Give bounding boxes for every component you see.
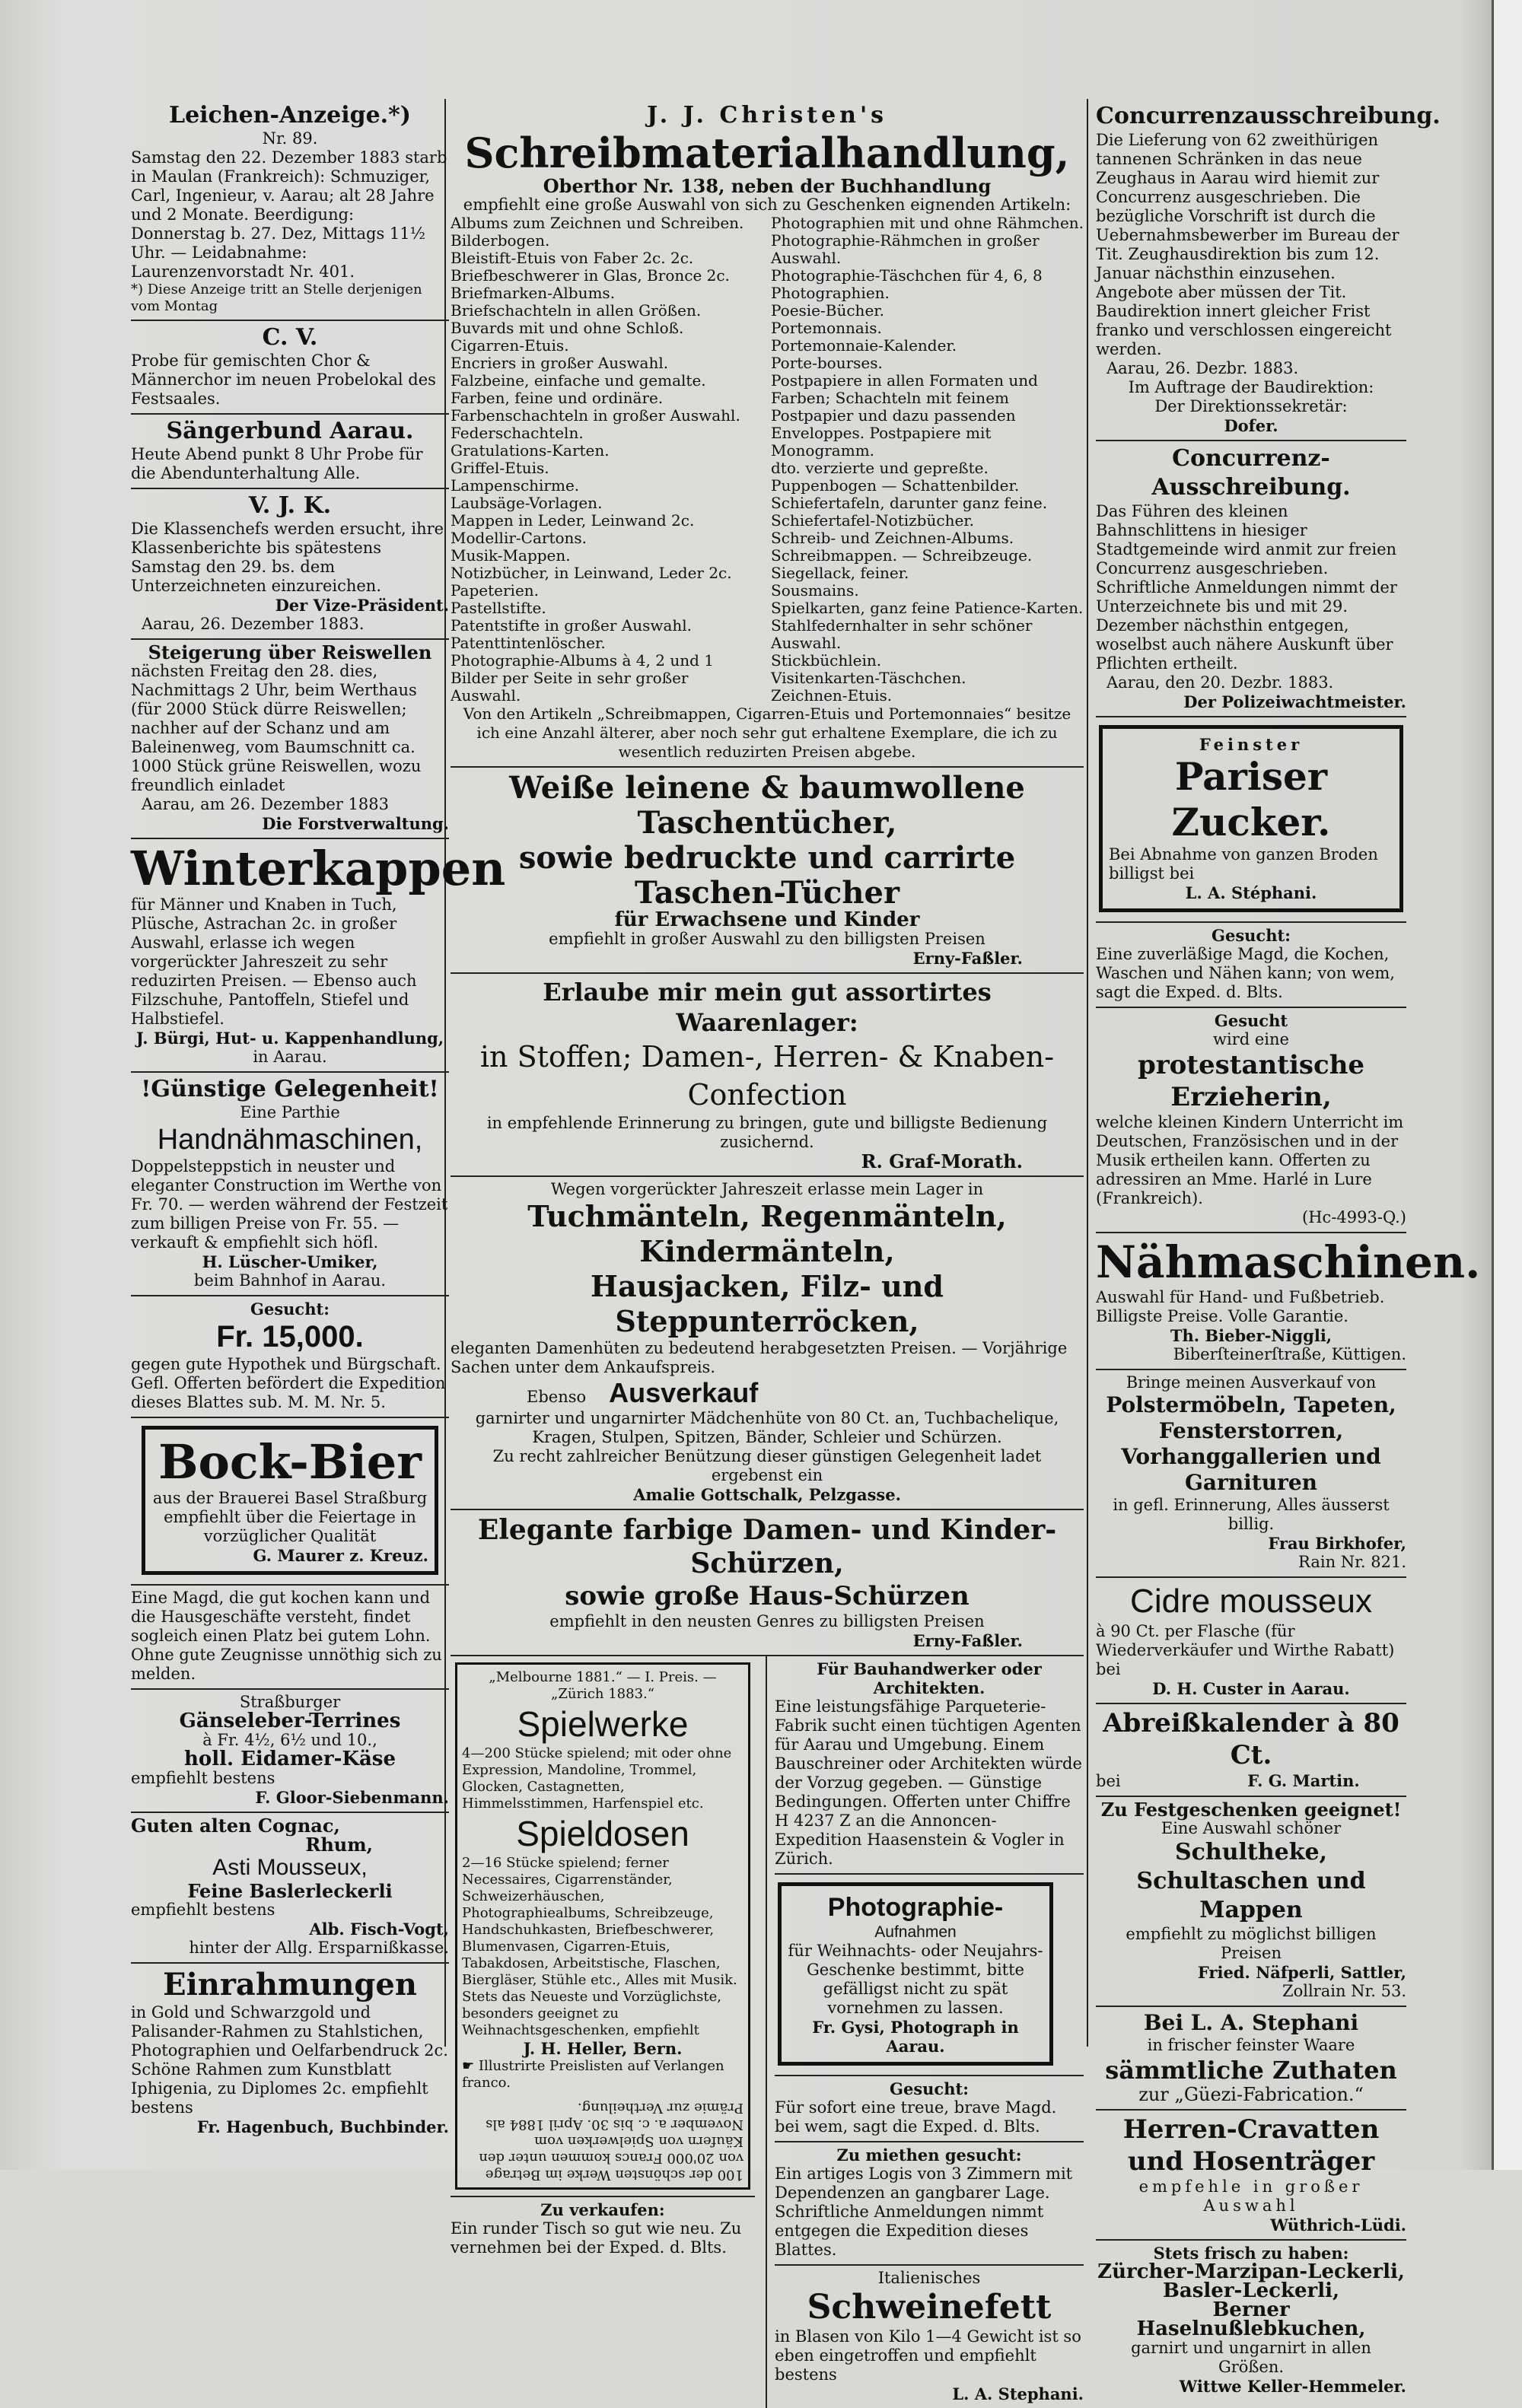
ad-headline: in Stoffen; Damen-, Herren- & Knaben-Confection [479, 1040, 1055, 1112]
ad-text: empfehle in großer Auswahl [1138, 2177, 1364, 2215]
ad-title: Schreibmaterialhandlung, [464, 129, 1070, 177]
ad-title: Bock-Bier [158, 1434, 422, 1490]
ad-signature: Th. Bieber-Niggli, [1170, 1326, 1333, 1345]
ad-magd [131, 1586, 449, 1690]
ad-signature: D. H. Custer in Aarau. [1152, 1679, 1350, 1698]
ad-text: empfiehlt eine große Auswahl von sich zu Geschenken eignenden Artikeln: [463, 196, 1071, 214]
ad-text: empfiehlt bestens [131, 1769, 275, 1787]
ad-title: Bei L. A. Stephani [1143, 2010, 1359, 2035]
ad-text: à 90 Ct. per Flasche (für Wiederverkäufer und Wirthe Rabatt) bei [1096, 1622, 1395, 1678]
ad-saengerbund [131, 415, 449, 489]
ad-text: garnirt und ungarnirt in allen Größen. [1131, 2339, 1371, 2376]
ad-stephani [1096, 2007, 1406, 2111]
ad-text: Eine leistungsfähige Parqueterie-Fabrik sucht einen tüchtigen Agenten für Aarau und Umgebung. Einem Bauschreiner oder Architekten würde der Vorzug gegeben. — Günstige Bedingungen. Offerten unter Chiffre H 4237 Z an die Annoncen-Expedition Haasenstein & Vogler in Zürich. [775, 1697, 1082, 1868]
pointing-hand-icon: ☛ [462, 2058, 475, 2074]
ad-headline: Handnähmaschinen, [157, 1124, 423, 1156]
list-item: Bleistift-Etuis von Faber 2c. 2c. [451, 249, 694, 267]
ad-title: Nähmaschinen. [1096, 1236, 1481, 1288]
list-item: Schreibmappen. — Schreibzeuge. [771, 546, 1033, 565]
ad-text: Die Lieferung von 62 zweithürigen tannenen Schränken in das neue Zeughaus in Aarau wird hiemit zur Concurrenz ausgeschrieben. Die bezügliche Vorschrift ist durch die Uebernahmsbewerber im Bureau der Tit. Zeughausdirektion bis zum 12. Januar nächsthin einzusehen. Angebote aber müssen der Tit. Baudirektion innert gleicher Frist franko und verschlossen eingereicht werden. [1096, 131, 1399, 358]
ad-signature: Alb. Fisch-Vogt, [309, 1920, 449, 1939]
ad-line: Rhum, [305, 1834, 373, 1856]
list-item: Musik-Mappen. [451, 546, 571, 565]
ad-text [462, 2058, 743, 2091]
ad-title: Pariser Zucker. [1171, 754, 1331, 845]
ad-title: Elegante farbige Damen- und Kinder-Schürzen, [477, 1514, 1057, 1579]
ad-text: in Gold und Schwarzgold und Palisander-Rahmen zu Stahlstichen, Photographien und Oelfarbendruck 2c. Schöne Rahmen zum Kunstblatt Iphigenia, zu Diplomes 2c. empfiehlt bestens [131, 2003, 448, 2117]
ad-text: Wegen vorgerückter Jahreszeit erlasse mein Lager in [550, 1180, 984, 1198]
ad-abreisskalender [1096, 1704, 1406, 1797]
ad-signature: Die Forstverwaltung. [262, 814, 449, 833]
list-item: dto. verzierte und gepreßte. [771, 459, 989, 477]
ad-title: Weiße leinene & baumwollene Taschentücher, [509, 770, 1025, 841]
column-rule [1087, 99, 1088, 2047]
ad-line: Berner Haselnußlebkuchen, [1136, 2298, 1366, 2340]
ad-headline: protestantische Erzieherin, [1137, 1050, 1365, 1112]
ad-text: Bei Abnahme von ganzen Broden billigst bei [1109, 845, 1378, 883]
ad-title: und Hosenträger [1127, 2146, 1375, 2177]
ad-signature: R. Graf-Morath. [861, 1150, 1023, 1172]
list-item: Federschachteln. [451, 424, 584, 442]
ad-subtitle: für Erwachsene und Kinder [614, 908, 920, 931]
ad-schuerzen [451, 1510, 1084, 1656]
ad-text: bei [1096, 1772, 1121, 1790]
ad-location: beim Bahnhof in Aarau. [193, 1271, 387, 1290]
ad-title: Zu verkaufen: [540, 2200, 665, 2219]
list-item: Notizbücher, in Leinwand, Leder 2c. [451, 564, 732, 582]
ad-signature: Der Vize-Präsident. [275, 596, 449, 615]
ad-text: Probe für gemischten Chor & Männerchor im neuen Probelokal des Festsaales. [131, 351, 436, 408]
ad-title: Photographie- [827, 1893, 1004, 1922]
list-item: Stahlfedernhalter in sehr schöner Auswahl. [771, 616, 1033, 652]
ad-text: gegen gute Hypothek und Bürgschaft. Gefl. Offerten befördert die Expedition dieses Blattes sub. M. M. Nr. 5. [131, 1355, 446, 1411]
ad-date: Aarau, 26. Dezember 1883. [142, 615, 365, 633]
page-edge [1492, 0, 1522, 2170]
ad-title: Herren-Cravatten [1122, 2114, 1380, 2145]
ad-location: Rain Nr. 821. [1298, 1553, 1406, 1571]
list-item: Puppenbogen — Schattenbilder. [771, 476, 1020, 495]
list-item: Siegellack, feiner. [771, 564, 909, 582]
ad-headline: Schultheke, Schultaschen und Mappen [1136, 1839, 1366, 1923]
list-item: Photographien mit und ohne Rähmchen. [771, 214, 1084, 232]
ad-gottschalk [451, 1177, 1084, 1510]
ad-title: Sängerbund Aarau. [166, 418, 414, 444]
ad-text: Heute Abend punkt 8 Uhr Probe für die Abendunterhaltung Alle. [131, 445, 423, 482]
ad-subtitle: holl. Eidamer-Käse [184, 1748, 396, 1770]
ad-gesucht [131, 1296, 449, 1418]
ad-einrahmungen [131, 1964, 449, 2141]
ad-signature: G. Maurer z. Kreuz. [253, 1546, 428, 1565]
list-item: Photographie-Rähmchen in großer Auswahl. [771, 231, 1040, 267]
ad-line: Zürcher-Marzipan-Leckerli, [1097, 2260, 1405, 2283]
ad-text: in gefl. Erinnerung, Alles äusserst billig. [1113, 1496, 1390, 1533]
ad-subtitle: Aufnahmen [874, 1923, 957, 1941]
ad-text: eleganten Damenhüten zu bedeutend herabgesetzten Preisen. — Vorjährige Sachen unter dem Ankaufspreis. [451, 1339, 1068, 1376]
ad-concurrenz-1 [1096, 99, 1441, 441]
list-item: Porte-bourses. [771, 354, 883, 372]
bottom-ads [451, 1656, 1084, 2408]
ad-title: C. V. [262, 324, 318, 351]
ad-title: Winterkappen [131, 841, 506, 896]
ad-heller [451, 1656, 755, 2408]
ad-headline: Ausverkauf [609, 1377, 759, 1408]
list-item: Bilderbogen. [451, 231, 550, 250]
list-item: Photographie-Täschchen für 4, 6, 8 Photographien. [771, 266, 1043, 302]
list-item: Schiefertafeln, darunter ganz feine. [771, 494, 1048, 512]
list-item: Schiefertafel-Notizbücher. [771, 511, 975, 530]
ad-title: Cidre mousseux [1130, 1583, 1372, 1620]
ad-text: welche kleinen Kindern Unterricht im Deutschen, Französischen und in der Musik ertheilen kann. Offerten zu adressiren an Mme. Harlé in Lure (Frankreich). [1096, 1113, 1404, 1207]
ad-zucker [1096, 717, 1406, 923]
ad-price-note: Illustrirte Preislisten auf Verlangen franco. [462, 2058, 724, 2091]
ad-title: V. J. K. [248, 492, 332, 519]
ad-subtitle: Eine Parthie [240, 1103, 340, 1121]
ad-text: für Männer und Knaben in Tuch, Plüsche, Astrachan 2c. in großer Auswahl, erlasse ich wegen vorgerückter Jahreszeit zu sehr reduzirten Preisen. — Ebenso auch Filzschuhe, Pantoffeln, Stiefel und Halbstiefel. [131, 895, 417, 1028]
ad-title: Leichen-Anzeige.*) [168, 102, 411, 129]
list-item: Papeterien. [451, 581, 540, 600]
ad-award: „Melbourne 1881.“ — I. Preis. — [489, 1669, 717, 1685]
ad-title: Gesucht: [890, 2079, 969, 2098]
ad-signature: J. H. Heller, Bern. [523, 2039, 683, 2058]
ad-gaenseleber [131, 1690, 449, 1813]
column-2 [451, 99, 1084, 2408]
ad-signature: Der Polizeiwachtmeister. [1183, 692, 1406, 711]
ad-code: (Hc-4993-Q.) [1302, 1208, 1406, 1226]
ad-birkhofer [1096, 1370, 1406, 1578]
ad-text: 4—200 Stücke spielend; mit oder ohne Expression, Mandoline, Trommel, Glocken, Castagnetten, Himmelsstimmen, Harfenspiel etc. [462, 1745, 732, 1812]
ad-date: Aarau, den 20. Dezbr. 1883. [1106, 673, 1334, 692]
ad-date: Aarau, 26. Dezbr. 1883. [1106, 359, 1299, 377]
ad-signature: Wüthrich-Lüdi. [1270, 2216, 1406, 2235]
ad-title: Schweinefett [807, 2288, 1052, 2327]
ad-text: Eine Magd, die gut kochen kann und die Hausgeschäfte versteht, findet sogleich einen Platz bei gutem Lohn. Ohne gute Zeugnisse unnöthig sich zu melden. [131, 1589, 442, 1683]
ad-location: Zollrain Nr. 53. [1282, 1982, 1406, 2000]
ad-signature: F. G. Martin. [1247, 1771, 1360, 1790]
list-item: Cigarren-Etuis. [451, 336, 569, 355]
ad-title: Einrahmungen [163, 1967, 417, 2002]
ad-title: sowie bedruckte und carrirte Taschen-Tücher [518, 840, 1016, 911]
ad-erzieherin [1096, 1008, 1406, 1233]
list-item: Zeichnen-Etuis. [771, 686, 893, 705]
ad-text: Der Direktionssekretär: [1154, 397, 1348, 415]
ad-text: empfiehlt zu möglichst billigen Preisen [1126, 1925, 1377, 1962]
ad-text: empfiehlt bestens [131, 1901, 275, 1919]
ad-concurrenz-2 [1096, 441, 1406, 717]
ad-gesucht2 [775, 2076, 1084, 2142]
ad-signature: Fr. Hagenbuch, Buchbinder. [196, 2117, 449, 2136]
ad-text: Bringe meinen Ausverkauf von [1126, 1373, 1377, 1392]
list-item: Modellir-Cartons. [451, 529, 587, 547]
ad-title: Concurrenzausschreibung. [1096, 103, 1441, 129]
list-item: Briefbeschwerer in Glas, Bronce 2c. [451, 266, 730, 285]
ad-text: in Blasen von Kilo 1—4 Gewicht ist so eben eingetroffen und empfiehlt bestens [775, 2327, 1081, 2384]
ad-location: hinter der Allg. Ersparnißkasse. [189, 1939, 449, 1957]
ad-date: Aarau, am 26. Dezember 1883 [142, 795, 389, 813]
ad-signature: Fr. Gysi, Photograph in Aarau. [812, 2018, 1019, 2056]
ad-flipped-text: 100 der schönsten Werke im Betrage von 20'000 Francs kommen unter den Käufern von Spielwerken vom November a. c. bis 30. April 1884 als Prämie zur Vertheilung. [479, 2100, 743, 2183]
list-item: Pastellstifte. [451, 599, 546, 617]
list-item: Farben, feine und ordinäre. [451, 389, 664, 407]
ad-text: Das Führen des kleinen Bahnschlittens in hiesiger Stadtgemeinde wird anmit zur freien Concurrenz ausgeschrieben. Schriftliche Anmeldungen nimmt der Unterzeichnete bis und mit 29. Dezember nächsthin entgegen, woselbst auch nähere Auskunft über Pflichten ertheilt. [1096, 502, 1397, 673]
item-list-left [451, 215, 763, 705]
ad-text: Samstag den 22. Dezember 1883 starb in Maulan (Frankreich): Schmuziger, Carl, Ingenieur, v. Aarau; alt 28 Jahre und 2 Monate. Beerdigung: Donnerstag b. 27. Dez, Mittags 11½ Uhr. — Leidabnahme: Laurenzenvorstadt Nr. 401. [131, 148, 447, 281]
ad-signature: H. Lüscher-Umiker, [202, 1252, 378, 1271]
ad-location: in Aarau. [253, 1048, 327, 1066]
ad-christen [451, 99, 1084, 768]
list-item: Briefmarken-Albums. [451, 284, 616, 302]
ad-title: sowie große Haus-Schürzen [565, 1581, 970, 1611]
ad-leckerli [1096, 2241, 1406, 2400]
list-item: Buvards mit und ohne Schloß. [451, 319, 684, 337]
list-item: Photographie-Albums à 4, 2 und 1 Bilder per Seite in sehr großer Auswahl. [451, 651, 714, 705]
ad-title: Concurrenz-Ausschreibung. [1151, 445, 1351, 501]
list-item: Gratulations-Karten. [451, 441, 610, 460]
ad-taschentuecher [451, 768, 1084, 974]
ad-title: Für Bauhandwerker oder Architekten. [817, 1659, 1042, 1697]
ad-title: Spieldosen [516, 1814, 689, 1853]
ad-pretitle: Italienisches [877, 2269, 981, 2287]
ad-title: Steigerung über Reiswellen [148, 641, 432, 663]
ad-text: in frischer feinster Waare [1147, 2036, 1355, 2054]
ad-title: Tuchmänteln, Regenmänteln, Kindermänteln, [527, 1199, 1007, 1268]
ad-title: Hausjacken, Filz- und Steppunterröcken, [591, 1269, 944, 1338]
list-item: Briefschachteln in allen Größen. [451, 301, 702, 320]
list-item: Patentstifte in großer Auswahl. [451, 616, 693, 635]
list-item: Portemonnais. [771, 319, 882, 337]
ad-cv [131, 321, 449, 415]
ad-text: garnirter und ungarnirter Mädchenhüte von 80 Ct. an, Tuchbachelique, Kragen, Stulpen, Spitzen, Bänder, Schleier und Schürzen. [475, 1409, 1059, 1446]
ad-title: Erlaube mir mein gut assortirtes Waarenlager: [543, 978, 992, 1037]
ad-title: Zu Festgeschenken geeignet! [1100, 1799, 1402, 1821]
list-item: Mappen in Leder, Leinwand 2c. [451, 511, 695, 530]
ad-title: Guten alten Cognac, [131, 1815, 340, 1837]
ad-location: Biberſteinerſtraße, Küttigen. [1173, 1345, 1406, 1363]
ad-steigerung [131, 640, 449, 839]
ad-line: Asti Mousseux, [212, 1855, 368, 1880]
ad-festgeschenk [1096, 1797, 1406, 2007]
list-item: Lampenschirme. [451, 476, 580, 495]
ad-text: Eine Auswahl schöner [1161, 1819, 1342, 1837]
ad-text: Für sofort eine treue, brave Magd. bei wem, sagt die Exped. d. Blts. [775, 2098, 1057, 2136]
list-item: Albums zum Zeichnen und Schreiben. [451, 214, 744, 232]
list-item: Farbenschachteln in großer Auswahl. [451, 406, 740, 425]
list-item: Encriers in großer Auswahl. [451, 354, 669, 372]
ad-gelegenheit [131, 1073, 449, 1296]
list-item: Patenttintenlöscher. [451, 634, 606, 652]
ad-miethen [775, 2142, 1084, 2266]
ad-note: *) Diese Anzeige tritt an Stelle derjenigen vom Montag [131, 282, 422, 314]
ad-pretitle: wird eine [1213, 1030, 1289, 1048]
list-item: Portemonnaie-Kalender. [771, 336, 957, 355]
ad-naehmaschinen [1096, 1233, 1481, 1370]
ad-signature: J. Bürgi, Hut- u. Kappenhandlung, [135, 1029, 444, 1048]
list-item: Spielkarten, ganz feine Patience-Karten. [771, 599, 1084, 617]
ad-schweinefett [775, 2266, 1084, 2408]
ad-title: Stets frisch zu haben: [1153, 2244, 1349, 2263]
ad-text: Doppelsteppstich in neuster und eleganter Construction im Werthe von Fr. 70. — werden während der Festzeit zum billigen Preise von Fr. 55. — verkauft & empfiehlt sich höfl. [131, 1157, 448, 1252]
ad-text: Eine zuverläßige Magd, die Kochen, Waschen und Nähen kann; von wem, sagt die Exped. d. Blts. [1096, 945, 1395, 1001]
bottom-right-stack [766, 1656, 1084, 2408]
list-item: Visitenkarten-Täschchen. [771, 669, 966, 687]
ad-bockbier [131, 1418, 449, 1586]
ad-photo [775, 1875, 1084, 2076]
ad-signature: Frau Birkhofer, [1268, 1534, 1406, 1553]
ad-cidre [1096, 1578, 1406, 1704]
ad-title: Gänseleber-Terrines [179, 1710, 401, 1732]
list-item: Schreib- und Zeichnen-Albums. [771, 529, 1014, 547]
ad-text: Zu recht zahlreicher Benützung dieser günstigen Gelegenheit ladet ergebenst ein [492, 1447, 1042, 1484]
ad-award: „Zürich 1883.“ [551, 1686, 654, 1702]
ad-text: Ein artiges Logis von 3 Zimmern mit Dependenzen an gangbarer Lage. Schriftliche Anmeldungen nimmt entgegen die Expedition dieses Blattes. [775, 2165, 1073, 2259]
ad-number: Nr. 89. [262, 129, 318, 148]
ad-text: Die Klassenchefs werden ersucht, ihre Klassenberichte bis spätestens Samstag den 29. bs. dem Unterzeichneten einzureichen. [131, 520, 444, 595]
ad-price: à Fr. 4½, 6½ und 10., [202, 1731, 377, 1749]
ad-footer: Von den Artikeln „Schreibmappen, Cigarren-Etuis und Portemonnaies“ besitze ich eine Anzahl älterer, aber noch sehr gut erhaltene Exemplare, die ich zu wesentlich reduzirten Preisen abgebe. [463, 705, 1071, 761]
list-item: Sousmains. [771, 581, 859, 600]
ad-signature: Erny-Faßler. [912, 949, 1023, 968]
ad-signature: L. A. Stéphani. [1185, 883, 1317, 902]
ad-title: Spielwerke [517, 1704, 689, 1744]
ad-text: empfiehlt in den neusten Genres zu billigsten Preisen [549, 1612, 985, 1630]
ad-signature: Dofer. [1224, 416, 1278, 435]
ad-title: Abreißkalender à 80 Ct. [1103, 1708, 1399, 1770]
ad-vjk [131, 489, 449, 640]
ad-title: Zu miethen gesucht: [836, 2146, 1022, 2165]
ad-title: !Günstige Gelegenheit! [141, 1076, 439, 1102]
ad-text: empfiehlt in großer Auswahl zu den billigsten Preisen [549, 930, 985, 948]
ad-bauhandwerker [775, 1656, 1084, 1875]
list-item: Poesie-Bücher. [771, 301, 884, 320]
ad-signature: L. A. Stephani. [952, 2384, 1084, 2403]
ad-text: Ein runder Tisch so gut wie neu. Zu vernehmen bei der Exped. d. Blts. [451, 2219, 742, 2257]
ad-text: Im Auftrage der Baudirektion: [1128, 378, 1374, 396]
ad-line: Feine Baslerleckerli [187, 1880, 393, 1902]
ad-amount: Fr. 15,000. [216, 1320, 364, 1354]
list-item: Laubsäge-Vorlagen. [451, 494, 603, 512]
ad-title: Gesucht: [250, 1299, 330, 1319]
ad-text: aus der Brauerei Basel Straßburg empfiehlt über die Feiertage in vorzüglicher Qualität [152, 1489, 428, 1545]
ad-text: Ebenso [527, 1388, 587, 1406]
ad-signature: Wittwe Keller-Hemmeler. [1179, 2377, 1406, 2396]
ad-cognac [131, 1813, 449, 1964]
list-item: Stickbüchlein. [771, 651, 882, 670]
ad-pretitle: Straßburger [239, 1693, 341, 1711]
ad-text: in empfehlende Erinnerung zu bringen, gute und billigste Bedienung zusichernd. [486, 1114, 1048, 1151]
ad-headline: sämmtliche Zuthaten [1105, 2056, 1397, 2085]
list-item: Falzbeine, einfache und gemalte. [451, 371, 706, 390]
ad-winterkappen [131, 839, 506, 1073]
list-item: Griffel-Etuis. [451, 459, 549, 477]
ad-leichen [131, 99, 449, 321]
ad-pretitle: J. J. Christen's [646, 102, 888, 129]
ad-text: 2—16 Stücke spielend; ferner Necessaires, Cigarrenständer, Schweizerhäuschen, Photographiealbums, Schreibzeuge, Handschuhkasten, Briefbeschwerer, Blumenvasen, Cigarren-Etuis, Tabakdosen, Arbeitstische, Flaschen, Biergläser, Stühle etc., Alles mit Musik. Stets das Neueste und Vorzüglichste, besonders geeignet zu Weihnachtsgeschenken, empfiehlt [462, 1855, 737, 2038]
ad-line: Basler-Leckerli, [1162, 2279, 1340, 2302]
ad-headline: Polstermöbeln, Tapeten, Fensterstorren, Vorhanggallerien und Garnituren [1106, 1392, 1396, 1495]
item-list-right [771, 215, 1084, 705]
ad-text: Auswahl für Hand- und Fußbetrieb. Billigste Preise. Volle Garantie. [1096, 1288, 1385, 1325]
ad-address: Oberthor Nr. 138, neben der Buchhandlung [543, 175, 992, 197]
ad-graf [451, 974, 1084, 1177]
ad-title: Gesucht: [1212, 926, 1291, 945]
list-item: Postpapiere in allen Formaten und Farben; Schachteln mit feinem Postpapier und dazu passenden Enveloppes. Postpapiere mit Monogramm. [771, 371, 1038, 460]
ad-signature: Erny-Faßler. [912, 1631, 1023, 1650]
ad-subtitle: zur „Güezi-Fabrication.“ [1138, 2084, 1364, 2105]
column-3 [1096, 99, 1481, 2400]
ad-signature: F. Gloor-Siebenmann. [255, 1788, 449, 1807]
ad-signature: Amalie Gottschalk, Pelzgasse. [633, 1485, 901, 1504]
ad-cravatten [1096, 2111, 1406, 2241]
ad-pretitle: Feinster [1199, 735, 1304, 754]
ad-text: nächsten Freitag den 28. dies, Nachmittags 2 Uhr, beim Werthaus (für 2000 Stück dürre Reiswellen; nachher auf der Schanz und am Baleinenweg, vom Baumschnitt ca. 1000 Stück grüne Reiswellen, wozu freundlich einladet [131, 662, 422, 794]
ad-gesucht3 [1096, 923, 1406, 1008]
ad-signature: Fried. Näfperli, Sattler, [1197, 1963, 1406, 1982]
ad-text: für Weihnachts- oder Neujahrs-Geschenke bestimmt, bitte gefälligst nicht zu spät vornehmen zu lassen. [788, 1942, 1043, 2017]
ad-title: Gesucht [1214, 1011, 1288, 1030]
